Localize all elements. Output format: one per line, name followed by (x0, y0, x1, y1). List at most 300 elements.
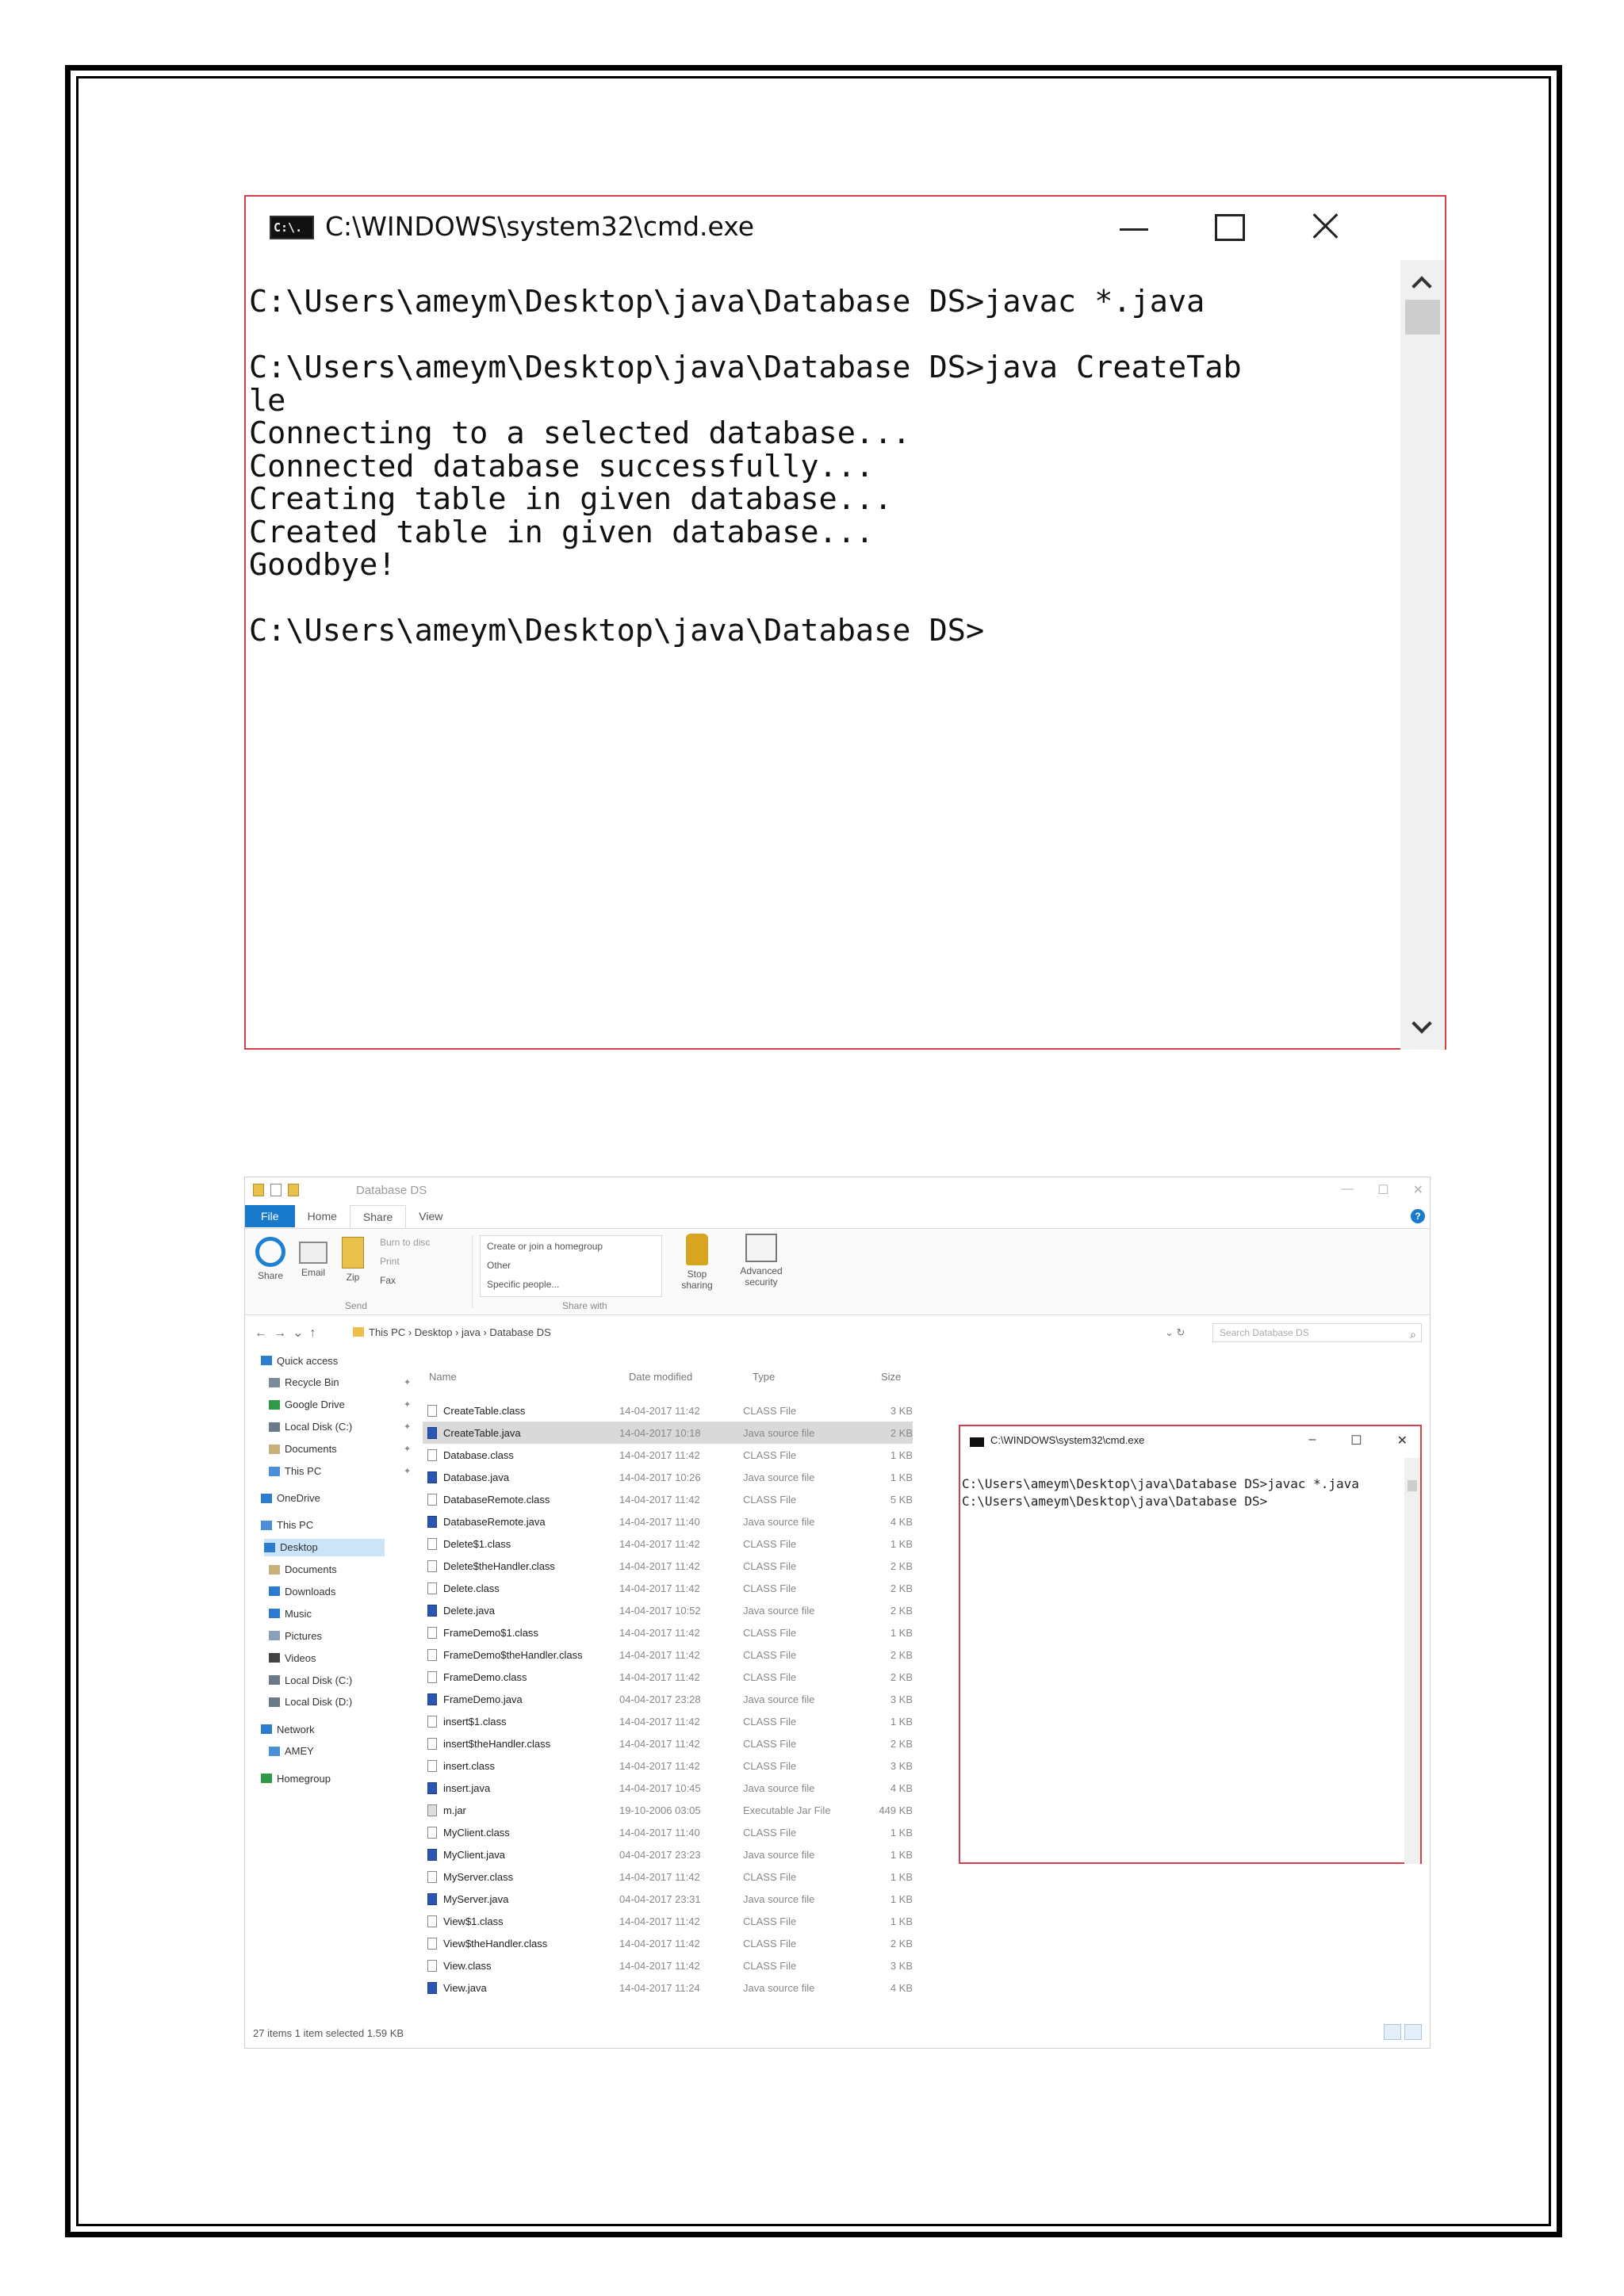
cell-type: Java source file (743, 1892, 815, 1905)
cell-name (423, 1910, 619, 1932)
nav-item-label: This PC (277, 1519, 314, 1532)
nav-item[interactable] (269, 1671, 352, 1689)
cell-date: 14-04-2017 11:24 (619, 1981, 700, 1994)
cell-type: CLASS File (743, 1959, 797, 1972)
nav-item-label: This PC (285, 1465, 322, 1477)
table-row[interactable] (423, 1732, 913, 1755)
nav-item-icon (269, 1631, 280, 1640)
cell-size: 1 KB (890, 1448, 913, 1461)
share-button[interactable]: Share (253, 1237, 288, 1281)
table-row[interactable] (423, 1843, 913, 1866)
table-row[interactable] (423, 1710, 913, 1732)
column-header-type[interactable]: Type (753, 1371, 776, 1383)
minimize-button[interactable] (1102, 208, 1166, 247)
nav-item[interactable] (269, 1418, 412, 1436)
folder-icon (353, 1327, 364, 1337)
cell-name (423, 1755, 619, 1777)
nav-item[interactable] (269, 1605, 312, 1622)
cell-type: CLASS File (743, 1404, 797, 1417)
table-row[interactable] (423, 1644, 913, 1666)
ribbon-share (245, 1228, 1430, 1315)
console-line: C:\Users\ameym\Desktop\java\Database DS>javac *.java (249, 284, 1205, 320)
file-icon (427, 1627, 437, 1639)
cell-name (423, 1510, 619, 1533)
file-icon (427, 1871, 437, 1883)
cell-size: 4 KB (890, 1515, 913, 1528)
file-icon (427, 1938, 437, 1950)
cell-type: Java source file (743, 1471, 815, 1483)
file-icon (427, 1405, 437, 1417)
nav-item-label: Recycle Bin (285, 1376, 339, 1389)
close-button[interactable] (1293, 208, 1356, 247)
explorer-title: Database DS (356, 1184, 427, 1197)
file-table (423, 1399, 913, 1999)
table-row[interactable] (423, 1444, 913, 1466)
nav-item-label: AMEY (285, 1745, 314, 1758)
cell-size: 3 KB (890, 1759, 913, 1772)
cell-size: 1 KB (890, 1870, 913, 1883)
nav-item[interactable] (261, 1490, 320, 1507)
cmd-console-output[interactable] (249, 285, 1399, 648)
tab-file[interactable]: File (245, 1205, 295, 1227)
file-icon (427, 1560, 437, 1572)
nav-item-icon (261, 1494, 272, 1503)
details-view-button[interactable] (1384, 2024, 1401, 2040)
cell-date: 14-04-2017 11:42 (619, 1648, 700, 1661)
cell-date: 14-04-2017 11:42 (619, 1737, 700, 1750)
console-line (249, 319, 1399, 352)
cell-size: 2 KB (890, 1648, 913, 1661)
minimize-icon[interactable]: — (1341, 1182, 1354, 1196)
status-bar: 27 items 1 item selected 1.59 KB (253, 2027, 404, 2039)
nav-item[interactable] (269, 1374, 412, 1391)
file-name: MyServer.class (443, 1870, 514, 1883)
cell-date: 14-04-2017 11:42 (619, 1937, 700, 1950)
java-file-icon (427, 1782, 437, 1794)
cell-size: 449 KB (879, 1804, 913, 1816)
cell-type: Java source file (743, 1515, 815, 1528)
file-name: MyClient.java (443, 1848, 506, 1861)
cell-size: 3 KB (890, 1404, 913, 1417)
nav-item-label: Google Drive (285, 1399, 345, 1411)
nav-item-label: OneDrive (277, 1492, 320, 1505)
file-name: DatabaseRemote.java (443, 1515, 546, 1528)
file-name: FrameDemo$1.class (443, 1626, 538, 1639)
column-header-date[interactable]: Date modified (629, 1371, 693, 1383)
nav-item-icon (269, 1747, 280, 1756)
file-name: View.java (443, 1981, 487, 1994)
file-name: Delete.class (443, 1582, 500, 1594)
java-file-icon (427, 1471, 437, 1483)
file-name: CreateTable.class (443, 1404, 526, 1417)
new-folder-icon[interactable] (288, 1184, 299, 1196)
nav-item-label: Local Disk (D:) (285, 1696, 353, 1709)
table-row[interactable] (423, 1466, 913, 1488)
table-row[interactable] (423, 1755, 913, 1777)
console-line: C:\Users\ameym\Desktop\java\Database DS> (249, 613, 985, 649)
java-file-icon (427, 1605, 437, 1617)
explorer-titlebar[interactable] (245, 1177, 1430, 1204)
table-row[interactable] (423, 1688, 913, 1710)
nav-item-label: Documents (285, 1443, 337, 1456)
file-icon (427, 1960, 437, 1972)
table-row[interactable] (423, 1866, 913, 1888)
pin-icon[interactable]: ✦ (404, 1400, 412, 1410)
table-row[interactable] (423, 1777, 913, 1799)
console-line: C:\Users\ameym\Desktop\java\Database DS>javac *.java (962, 1476, 1359, 1491)
pin-icon[interactable]: ✦ (404, 1422, 412, 1433)
cell-name (423, 1488, 619, 1510)
table-row[interactable] (423, 1599, 913, 1621)
nav-item[interactable] (261, 1720, 315, 1738)
cell-type: Java source file (743, 1604, 815, 1617)
cell-type: CLASS File (743, 1582, 797, 1594)
help-icon[interactable]: ? (1411, 1209, 1425, 1223)
nav-item[interactable] (269, 1396, 412, 1414)
search-icon: ⌕ (1410, 1328, 1416, 1341)
cell-size: 2 KB (890, 1737, 913, 1750)
cell-date: 14-04-2017 11:42 (619, 1759, 700, 1772)
cell-date: 14-04-2017 10:52 (619, 1604, 701, 1617)
cell-size: 1 KB (890, 1915, 913, 1927)
pin-icon[interactable]: ✦ (404, 1467, 412, 1476)
cell-date: 14-04-2017 11:42 (619, 1448, 700, 1461)
file-icon (427, 1671, 437, 1683)
cell-name (423, 1621, 619, 1644)
nav-item[interactable] (261, 1352, 338, 1369)
tab-view[interactable]: View (419, 1210, 443, 1223)
mini-cmd-scrollbar[interactable] (1404, 1458, 1420, 1864)
cell-date: 14-04-2017 11:42 (619, 1559, 700, 1572)
cell-size: 2 KB (890, 1937, 913, 1950)
cell-name (423, 1444, 619, 1466)
cell-type: CLASS File (743, 1448, 797, 1461)
cell-type: Java source file (743, 1848, 815, 1861)
scroll-up-icon[interactable] (1411, 276, 1431, 296)
cell-type: CLASS File (743, 1559, 797, 1572)
cell-name (423, 1644, 619, 1666)
nav-item[interactable] (269, 1693, 352, 1711)
nav-item[interactable] (269, 1561, 337, 1578)
console-line: le (249, 382, 286, 419)
cell-date: 14-04-2017 11:42 (619, 1537, 700, 1550)
maximize-icon[interactable]: ☐ (1377, 1184, 1389, 1197)
nav-item-label: Videos (285, 1651, 316, 1664)
cell-name (423, 1422, 619, 1444)
cell-date: 04-04-2017 23:28 (619, 1693, 701, 1705)
cell-type: CLASS File (743, 1915, 797, 1927)
table-row[interactable] (423, 1821, 913, 1843)
cell-size: 1 KB (890, 1471, 913, 1483)
java-file-icon (427, 1849, 437, 1861)
cell-size: 5 KB (890, 1493, 913, 1506)
nav-item-icon (264, 1543, 275, 1552)
nav-item[interactable] (261, 1517, 313, 1534)
cmd-icon: C:\. (270, 216, 314, 239)
nav-item-label: Pictures (285, 1629, 322, 1642)
cell-name (423, 1533, 619, 1555)
nav-item-label: Documents (285, 1563, 337, 1575)
table-row[interactable] (423, 1910, 913, 1932)
address-bar[interactable] (353, 1323, 1178, 1342)
cell-type: CLASS File (743, 1759, 797, 1772)
file-name: Database.class (443, 1448, 514, 1461)
file-icon (427, 1582, 437, 1594)
nav-item-label: Network (277, 1723, 315, 1735)
cell-size: 1 KB (890, 1537, 913, 1550)
java-file-icon (427, 1893, 437, 1905)
cell-date: 14-04-2017 10:45 (619, 1781, 701, 1794)
file-name: View$1.class (443, 1915, 504, 1927)
cell-type: Java source file (743, 1422, 862, 1444)
zip-button[interactable]: Zip (339, 1237, 367, 1283)
nav-item[interactable] (269, 1743, 314, 1760)
table-row[interactable] (423, 1666, 913, 1688)
file-name: View.class (443, 1959, 492, 1972)
file-icon (427, 1649, 437, 1661)
cell-type: Java source file (743, 1693, 815, 1705)
cell-name (423, 1799, 619, 1821)
cell-name (423, 1399, 619, 1422)
mini-cmd-window[interactable] (959, 1425, 1422, 1864)
file-icon (427, 1494, 437, 1506)
cell-name (423, 1666, 619, 1688)
cell-date: 14-04-2017 11:42 (619, 1959, 700, 1972)
pin-icon[interactable]: ✦ (404, 1378, 412, 1388)
file-name: Delete.java (443, 1604, 496, 1617)
file-name: insert$theHandler.class (443, 1737, 551, 1750)
cell-type: CLASS File (743, 1493, 797, 1506)
nav-arrows[interactable]: ←→⌄↑ (255, 1326, 323, 1340)
cell-name (423, 1577, 619, 1599)
table-row[interactable] (423, 1533, 913, 1555)
console-line: Connected database successfully... (249, 448, 875, 484)
zip-icon (342, 1237, 364, 1269)
homegroup-option[interactable]: Create or join a homegroup (487, 1241, 603, 1252)
console-line: Creating table in given database... (249, 481, 893, 517)
cell-name (423, 1466, 619, 1488)
breadcrumb[interactable]: This PC › Desktop › java › Database DS (369, 1326, 551, 1338)
java-file-icon (427, 1982, 437, 1994)
refresh-icon[interactable]: ⌄ ↻ (1165, 1326, 1185, 1338)
cell-size: 1 KB (890, 1826, 913, 1839)
nav-item[interactable] (264, 1539, 385, 1556)
table-row[interactable] (423, 1888, 913, 1910)
file-icon (427, 1915, 437, 1927)
cell-size: 2 KB (890, 1582, 913, 1594)
cell-date: 14-04-2017 11:42 (619, 1582, 700, 1594)
close-icon[interactable]: ✕ (1412, 1184, 1423, 1197)
table-row[interactable] (423, 1488, 913, 1510)
nav-item-label: Homegroup (277, 1772, 331, 1785)
cell-name (423, 1888, 619, 1910)
table-row[interactable] (423, 1510, 913, 1533)
nav-item-icon (261, 1774, 272, 1783)
email-button[interactable]: Email (296, 1237, 331, 1278)
nav-item-icon (261, 1356, 272, 1365)
file-name: Delete$1.class (443, 1537, 511, 1550)
group-label-share-with: Share with (562, 1300, 607, 1311)
cell-name (423, 1688, 619, 1710)
nav-item-icon (269, 1565, 280, 1575)
cell-size: 1 KB (890, 1848, 913, 1861)
file-name: View$theHandler.class (443, 1937, 548, 1950)
cell-date: 14-04-2017 11:42 (619, 1404, 700, 1417)
advanced-security-button[interactable]: Advanced security (733, 1234, 789, 1288)
console-line: Goodbye! (249, 547, 396, 583)
maximize-button[interactable] (1197, 208, 1261, 247)
file-name: insert$1.class (443, 1715, 507, 1728)
file-name: m.jar (443, 1804, 466, 1816)
nav-item-icon (269, 1609, 280, 1618)
cell-name (423, 1555, 619, 1577)
specific-people-option[interactable]: Specific people... (487, 1279, 560, 1290)
table-row[interactable] (423, 1976, 913, 1999)
pin-icon[interactable]: ✦ (404, 1445, 412, 1455)
stop-sharing-button[interactable]: Stop sharing (673, 1234, 721, 1291)
ribbon-tabs (245, 1204, 1430, 1228)
scroll-thumb[interactable] (1408, 1480, 1417, 1491)
nav-item[interactable] (269, 1627, 322, 1644)
address-row (245, 1322, 1430, 1345)
file-name: Delete$theHandler.class (443, 1559, 555, 1572)
cmd-icon (970, 1437, 984, 1447)
share-with-list[interactable] (480, 1235, 662, 1297)
table-row[interactable] (423, 1399, 913, 1422)
jar-file-icon (427, 1804, 437, 1816)
console-line: Connecting to a selected database... (249, 415, 911, 451)
cmd-scrollbar[interactable] (1400, 260, 1445, 1050)
file-name: insert.class (443, 1759, 496, 1772)
large-icons-view-button[interactable] (1404, 2024, 1422, 2040)
folder-icon (253, 1184, 264, 1196)
fax-button[interactable]: Fax (380, 1275, 396, 1286)
nav-item-icon (269, 1697, 280, 1707)
share-icon (255, 1237, 285, 1267)
nav-item[interactable] (261, 1770, 331, 1787)
nav-item[interactable] (269, 1463, 412, 1480)
nav-item[interactable] (269, 1441, 412, 1458)
file-name: FrameDemo$theHandler.class (443, 1648, 583, 1661)
quick-access-toolbar[interactable] (253, 1184, 299, 1196)
file-explorer-window[interactable] (244, 1177, 1431, 2049)
email-icon (299, 1242, 327, 1264)
table-row[interactable] (423, 1799, 913, 1821)
console-line: C:\Users\ameym\Desktop\java\Database DS>java CreateTab (249, 350, 1242, 385)
nav-item-icon (269, 1586, 280, 1596)
cmd-window-title: C:\WINDOWS\system32\cmd.exe (325, 211, 755, 242)
nav-item-label: Downloads (285, 1585, 336, 1598)
cell-type: Java source file (743, 1981, 815, 1994)
nav-item-label: Local Disk (C:) (285, 1421, 353, 1433)
nav-item-icon (269, 1378, 280, 1387)
table-row[interactable] (423, 1422, 913, 1444)
file-icon (427, 1760, 437, 1772)
table-row[interactable] (423, 1932, 913, 1954)
nav-item-icon (269, 1400, 280, 1410)
minimize-icon[interactable]: – (1308, 1433, 1316, 1446)
properties-icon[interactable] (270, 1184, 282, 1196)
java-file-icon (427, 1427, 437, 1439)
cell-type: CLASS File (743, 1537, 797, 1550)
nav-item-icon (269, 1422, 280, 1432)
file-name: DatabaseRemote.class (443, 1493, 550, 1506)
close-icon[interactable]: ✕ (1396, 1434, 1408, 1448)
nav-item-icon (269, 1467, 280, 1476)
tab-share[interactable]: Share (350, 1205, 406, 1228)
scroll-down-icon[interactable] (1411, 1013, 1431, 1033)
cell-size: 1 KB (890, 1626, 913, 1639)
print-button[interactable]: Print (380, 1256, 400, 1267)
column-header-size[interactable]: Size (881, 1371, 902, 1383)
cell-type: Java source file (743, 1781, 815, 1794)
cell-type: CLASS File (743, 1870, 797, 1883)
cell-size: 2 KB (862, 1422, 913, 1444)
cell-size: 2 KB (890, 1670, 913, 1683)
cell-name (423, 1821, 619, 1843)
scroll-thumb[interactable] (1405, 300, 1440, 335)
burn-to-disc-button[interactable]: Burn to disc (380, 1237, 431, 1248)
file-name: MyServer.java (443, 1892, 509, 1905)
cell-date: 14-04-2017 11:40 (619, 1826, 700, 1839)
nav-item-icon (261, 1724, 272, 1734)
console-line: C:\Users\ameym\Desktop\java\Database DS> (962, 1494, 1268, 1509)
file-icon (427, 1738, 437, 1750)
file-icon (427, 1449, 437, 1461)
nav-item-label: Quick access (277, 1354, 339, 1367)
file-name: Database.java (443, 1471, 510, 1483)
cell-name (423, 1932, 619, 1954)
java-file-icon (427, 1516, 437, 1528)
table-row[interactable] (423, 1954, 913, 1976)
cell-size: 4 KB (890, 1781, 913, 1794)
cell-type: Executable Jar File (743, 1804, 831, 1816)
nav-item[interactable] (269, 1649, 316, 1667)
column-header-name[interactable]: Name (429, 1371, 457, 1383)
mini-cmd-console[interactable] (962, 1475, 1359, 1510)
table-row[interactable] (423, 1621, 913, 1644)
cell-name (423, 1599, 619, 1621)
search-input[interactable]: Search Database DS ⌕ (1212, 1323, 1422, 1342)
other-option[interactable]: Other (487, 1260, 511, 1271)
cell-name (423, 1843, 619, 1866)
nav-item-icon (269, 1675, 280, 1685)
file-icon (427, 1538, 437, 1550)
file-name: CreateTable.java (443, 1426, 521, 1439)
cell-name (423, 1777, 619, 1799)
console-line (249, 582, 1399, 615)
cell-name (423, 1976, 619, 1999)
cell-name (423, 1732, 619, 1755)
cmd-window[interactable] (244, 195, 1446, 1050)
advanced-security-icon (745, 1234, 777, 1262)
navigation-pane (245, 1352, 412, 2010)
cell-size: 4 KB (890, 1981, 913, 1994)
cell-size: 2 KB (890, 1559, 913, 1572)
table-row[interactable] (423, 1577, 913, 1599)
file-name: FrameDemo.class (443, 1670, 527, 1683)
file-name: insert.java (443, 1781, 491, 1794)
table-row[interactable] (423, 1555, 913, 1577)
cell-date: 14-04-2017 11:42 (619, 1493, 700, 1506)
tab-home[interactable]: Home (307, 1210, 337, 1223)
java-file-icon (427, 1693, 437, 1705)
nav-item-label: Local Disk (C:) (285, 1674, 353, 1686)
maximize-icon[interactable]: ☐ (1350, 1434, 1362, 1448)
nav-item[interactable] (269, 1582, 335, 1600)
cell-size: 1 KB (890, 1892, 913, 1905)
cmd-titlebar[interactable] (246, 197, 1445, 260)
